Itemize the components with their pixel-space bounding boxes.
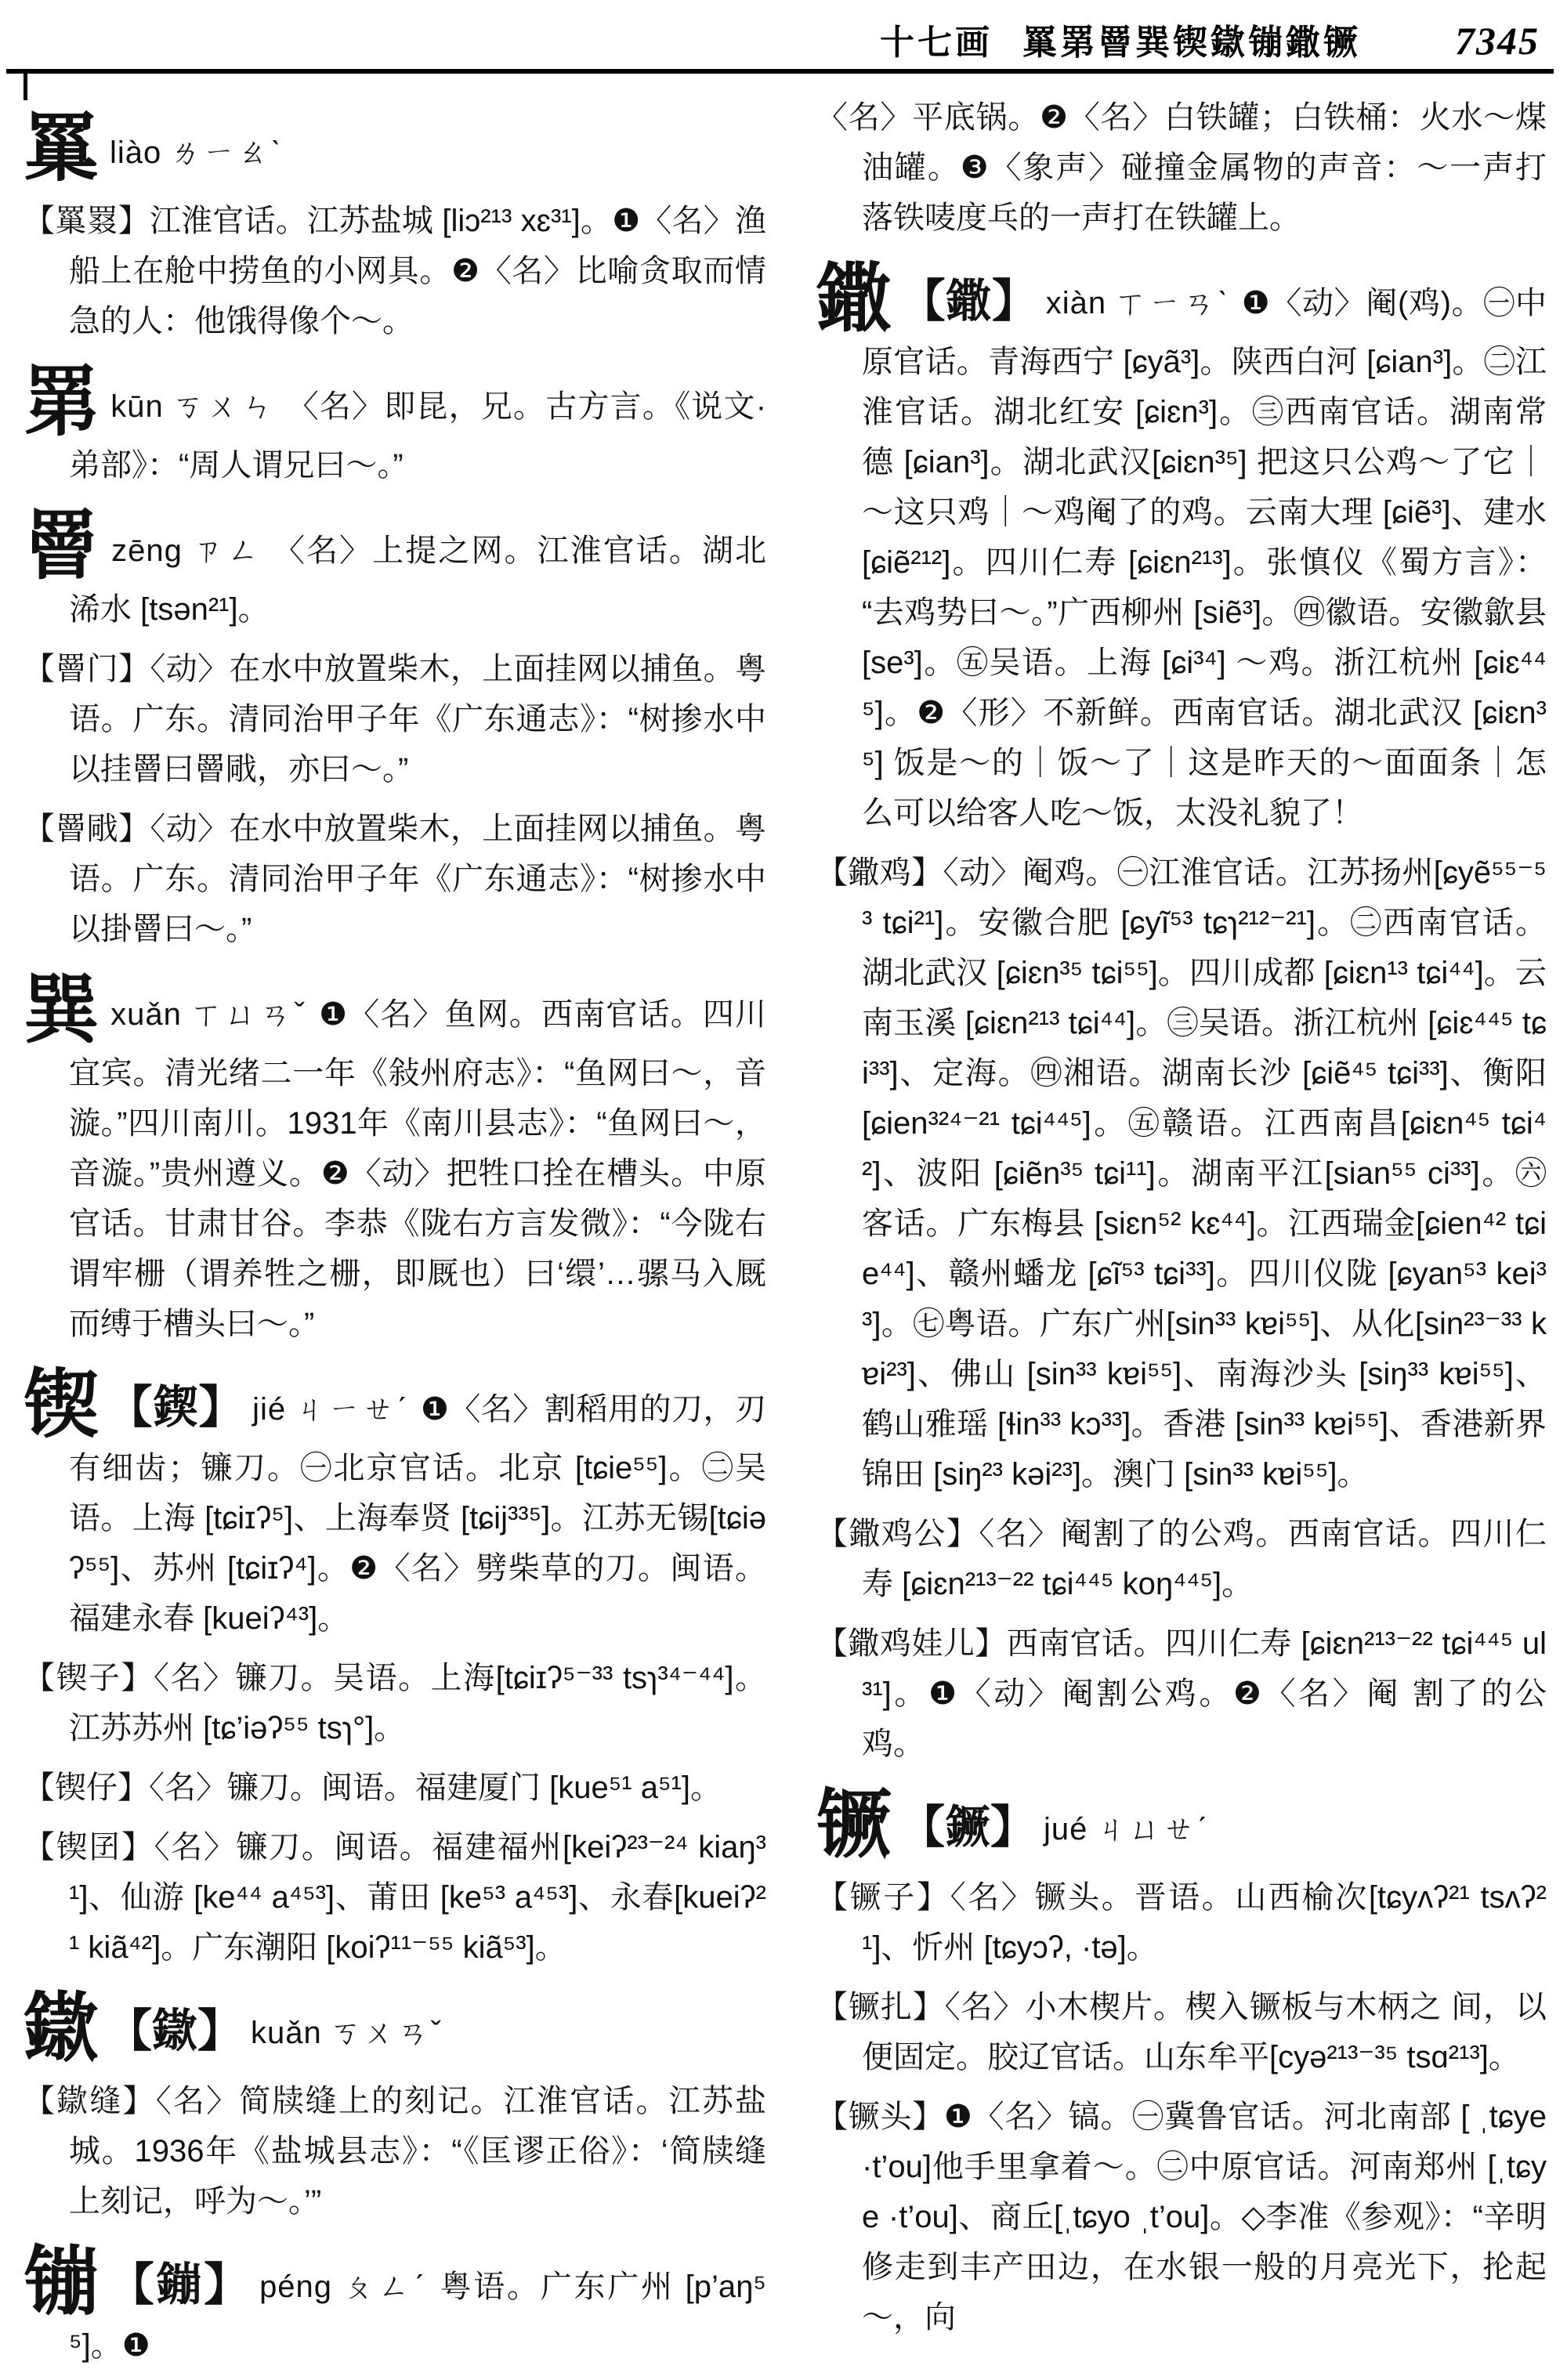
pinyin: zēng	[111, 534, 183, 568]
entry-text: ❶〈动〉阉(鸡)。㊀中原官话。青海西宁 [ɕyã³]。陕西白河 [ɕian³]。㊁江淮官话。湖北红安 [ɕiɛn³]。㊂西南官话。湖南常德 [ɕian³]。湖北武汉[ɕiɛn³⁵] 把这只公鸡～了它｜～这只鸡｜～鸡阉了的鸡。云南大理 [ɕiẽ³]、建水 [ɕiẽ²¹²]。四川仁寿 [ɕiɛn²¹³]。张慎仪《蜀方言》：“去鸡势曰～。”广西柳州 [siẽ³]。㊃徽语。安徽歙县 [se³]。㊄吴语。上海 [ɕi³⁴] ～鸡。浙江杭州 [ɕiɛ⁴⁴⁵]。❷〈形〉不新鲜。西南官话。湖北武汉 [ɕiɛn³⁵] 饭是～的｜饭～了｜这是昨天的～面面条｜怎么可以给客人吃～饭，太没礼貌了！	[862, 286, 1547, 830]
headword-entry-zeng	[24, 505, 767, 635]
entry-text: 【锲仔】〈名〉镰刀。闽语。福建厦门 [kue⁵¹ a⁵¹]。	[24, 1771, 722, 1805]
entry-text: 〈名〉即昆，兄。古方言。《说文·弟部》：“周人谓兄曰～。”	[69, 389, 767, 483]
entry-text: 【鏾鸡】〈动〉阉鸡。㊀江淮官话。江苏扬州[ɕyẽ⁵⁵⁻⁵³ tɕi²¹]。安徽合肥 [ɕyĩ⁵³ tɕɿ²¹²⁻²¹]。㊁西南官话。湖北武汉 [ɕiɛn³⁵ tɕi⁵⁵]。四川成都 [ɕiɛn¹³ tɕi⁴⁴]。云南玉溪 [ɕiɛn²¹³ tɕi⁴⁴]。㊂吴语。浙江杭州 [ɕiɛ⁴⁴⁵ tɕi³³]、定海。㊃湘语。湖南长沙 [ɕiẽ⁴⁵ tɕi³³]、衡阳 [ɕien³²⁴⁻²¹ tɕi⁴⁴⁵]。㊄赣语。江西南昌[ɕiɛn⁴⁵ tɕi⁴²]、波阳 [ɕiẽn³⁵ tɕi¹¹]。湖南平江[sian⁵⁵ ci³³]。㊅客话。广东梅县 [siɛn⁵² kɛ⁴⁴]。江西瑞金[ɕien⁴² tɕie⁴⁴]、赣州蟠龙 [ɕĩ⁵³ tɕi³³]。四川仪陇 [ɕyan⁵³ kei³³]。㊆粤语。广东广州[sin³³ kɐi⁵⁵]、从化[sin²³⁻³³ kɐi²³]、佛山 [sin³³ kɐi⁵⁵]、南海沙头 [siŋ³³ kɐi⁵⁵]、鹤山雅瑶 [ɬin³³ kɔ³³]。香港 [sin³³ kɐi⁵⁵]、香港新界锦田 [siŋ²³ kəi²³]。澳门 [sin³³ kɐi⁵⁵]。	[816, 855, 1547, 1492]
headword-entry-jue	[816, 1783, 1547, 1867]
compound-entry	[816, 1619, 1547, 1769]
compound-entry	[24, 1822, 766, 1973]
headword-character: 䥗	[24, 1987, 99, 2071]
entry-text: 〈名〉上提之网。江淮官话。湖北浠水 [tsən²¹]。	[69, 534, 767, 627]
pinyin: kuǎn	[251, 2016, 322, 2050]
left-column	[24, 92, 766, 2380]
compound-entry	[816, 1982, 1547, 2082]
zhuyin: ㄎㄨㄣ	[171, 389, 277, 424]
compound-entry	[816, 2092, 1547, 2342]
entry-text: ❶〈名〉鱼网。西南官话。四川宜宾。清光绪二一年《敍州府志》：“鱼网曰～，音漩。”四川南川。1931年《南川县志》：“鱼网曰～，音漩。”贵州遵义。❷〈动〉把牲口拴在槽头。中原官话。甘肃甘谷。李恭《陇右方言发微》：“今陇右谓牢栅（谓养牲之栅，即厩也）曰‘缳’…骡马入厩而缚于槽头曰～。”	[69, 997, 767, 1341]
headword-character: 锲	[24, 1363, 100, 1447]
continued-entry-peng	[816, 92, 1547, 243]
pinyin: xiàn	[1045, 286, 1107, 320]
pinyin: liào	[110, 136, 162, 170]
pinyin: jué	[1044, 1812, 1088, 1846]
headword-entry-peng	[24, 2241, 766, 2371]
pinyin: xuǎn	[110, 997, 182, 1032]
traditional-form: 【鏰】	[108, 2259, 252, 2310]
zhuyin: ㄎㄨㄢˇ	[329, 2016, 444, 2050]
headword-character: 巽	[24, 968, 100, 1052]
entry-text: 【锲囝】〈名〉镰刀。闽语。福建福州[keiʔ²³⁻²⁴ kiaŋ³¹]、仙游 [ke⁴⁴ a⁴⁵³]、莆田 [ke⁵³ a⁴⁵³]、永春[kueiʔ²¹ kiã⁴²]。广东潮阳 [koiʔ¹¹⁻⁵⁵ kiã⁵³]。	[24, 1830, 766, 1965]
page-number: 7345	[1455, 19, 1540, 63]
right-column	[816, 92, 1547, 2352]
headword-character: 镢	[816, 1783, 892, 1867]
headword-entry-xuan	[24, 968, 767, 1349]
entry-text: 【鏾鸡公】〈名〉阉割了的公鸡。西南官话。四川仁寿 [ɕiɛn²¹³⁻²² tɕi⁴⁴⁵ koŋ⁴⁴⁵]。	[816, 1517, 1547, 1601]
entry-text: 【镢头】❶〈名〉镐。㊀冀鲁官话。河北南部 [ ˌtɕye ·t’ou]他手里拿着～。㊁中原官话。河南郑州 [ˌtɕye ·t’ou]、商丘[ˌtɕyo ˌt’ou]。◇李准《参观》：“辛明修走到丰产田边，在水银一般的月亮光下，抡起～，向	[816, 2100, 1547, 2335]
stroke-section-label: 十七画	[880, 24, 993, 62]
headword-character: 罺	[24, 107, 99, 190]
pinyin: péng	[259, 2270, 333, 2304]
headword-entry-kun	[24, 360, 767, 490]
entry-text: 【鏾鸡娃儿】西南官话。四川仁寿 [ɕiɛn²¹³⁻²² tɕi⁴⁴⁵ ul³¹]。❶〈动〉阉割公鸡。❷〈名〉阉 割了的公鸡。	[816, 1626, 1547, 1761]
headword-entry-jie	[24, 1363, 766, 1644]
zhuyin: ㄆㄥˊ	[340, 2270, 429, 2304]
compound-entry	[24, 1653, 766, 1753]
traditional-form: 【鍥】	[107, 1382, 245, 1433]
zhuyin: ㄒㄧㄢˋ	[1114, 286, 1231, 320]
headword-character: 罾	[24, 505, 101, 588]
entry-text: 【镢子】〈名〉镢头。晋语。山西榆次[tɕyʌʔ²¹ tsʌʔ²¹]、忻州 [tɕyɔʔ, ·tə]。	[816, 1880, 1547, 1965]
zhuyin: ㄗㄥ	[190, 534, 263, 568]
traditional-form: 【鐝】	[899, 1802, 1037, 1853]
entry-text: 〈名〉平底锅。❷〈名〉白铁罐；白铁桶：火水～煤油罐。❸〈象声〉碰撞金属物的声音：～一声打落铁唛度乓的一声打在铁罐上。	[816, 100, 1547, 235]
compound-entry	[24, 196, 766, 346]
header-rule	[6, 69, 1554, 74]
entry-text: 【罺罬】江淮官话。江苏盐城 [liɔ²¹³ xɛ³¹]。❶〈名〉渔船上在舱中捞鱼的小网具。❷〈名〉比喻贪取而情急的人：他饿得像个～。	[24, 204, 766, 338]
zhuyin: ㄐㄩㄝˊ	[1095, 1812, 1210, 1846]
headword-character: 罤	[24, 360, 100, 444]
headword-character: 镚	[24, 2241, 101, 2324]
traditional-form: 【鏾】	[899, 276, 1038, 327]
pinyin: jié	[252, 1392, 287, 1427]
entry-text: 【罾戙】〈动〉在水中放置柴木，上面挂网以捕鱼。粤语。广东。清同治甲子年《广东通志》：“树掺水中以掛罾曰～。”	[24, 812, 766, 946]
entry-text: 【䥗缝】〈名〉简牍缝上的刻记。江淮官话。江苏盐城。1936年《盐城县志》：“《匡谬正俗》：‘简牍缝上刻记，呼为～。’”	[24, 2084, 766, 2219]
compound-entry	[24, 804, 766, 954]
entry-text: ❶〈名〉割稻用的刀，刃有细齿；镰刀。㊀北京官话。北京 [tɕie⁵⁵]。㊁吴语。上海 [tɕiɪʔ⁵]、上海奉贤 [tɕij³³⁵]。江苏无锡[tɕiəʔ⁵⁵]、苏州 [tɕiɪʔ⁴]。❷〈名〉劈柴草的刀。闽语。福建永春 [kueiʔ⁴³]。	[69, 1392, 766, 1636]
headword-entry-kuan	[24, 1987, 766, 2071]
compound-entry	[24, 1763, 766, 1813]
compound-entry	[816, 848, 1547, 1499]
compound-entry	[24, 2076, 766, 2226]
pinyin: kūn	[110, 389, 164, 424]
headword-character: 鏾	[816, 257, 892, 341]
entry-text: 【锲子】〈名〉镰刀。吴语。上海[tɕiɪʔ⁵⁻³³ tsɿ³⁴⁻⁴⁴]。江苏苏州 [tɕ’iəʔ⁵⁵ tsɿ°]。	[24, 1661, 766, 1745]
zhuyin: ㄒㄩㄢˇ	[189, 997, 309, 1032]
compound-entry	[816, 1872, 1547, 1973]
zhuyin: ㄐㄧㄝˊ	[294, 1392, 410, 1427]
compound-entry	[816, 1509, 1547, 1609]
zhuyin: ㄌㄧㄠˋ	[169, 136, 284, 170]
traditional-form: 【䥗】	[107, 2006, 244, 2056]
headword-entry-liao	[24, 107, 766, 190]
entry-text: 【镢扎】〈名〉小木楔片。楔入镢板与木柄之 间，以便固定。胶辽官话。山东牟平[cyə²¹³⁻³⁵ tsɑ²¹³]。	[816, 1990, 1547, 2074]
page-header	[0, 14, 1547, 64]
compound-entry	[24, 644, 766, 794]
entry-text: 粤语。广东广州 [p’aŋ⁵⁵]。❶	[69, 2270, 766, 2363]
entry-text: 【罾门】〈动〉在水中放置柴木，上面挂网以捕鱼。粤语。广东。清同治甲子年《广东通志》：“树掺水中以挂罾曰罾戙，亦曰～。”	[24, 652, 766, 787]
header-headword-characters: 罺罤罾巽锲䥗镚鏾镢	[1022, 24, 1361, 62]
headword-entry-xian	[816, 257, 1547, 838]
